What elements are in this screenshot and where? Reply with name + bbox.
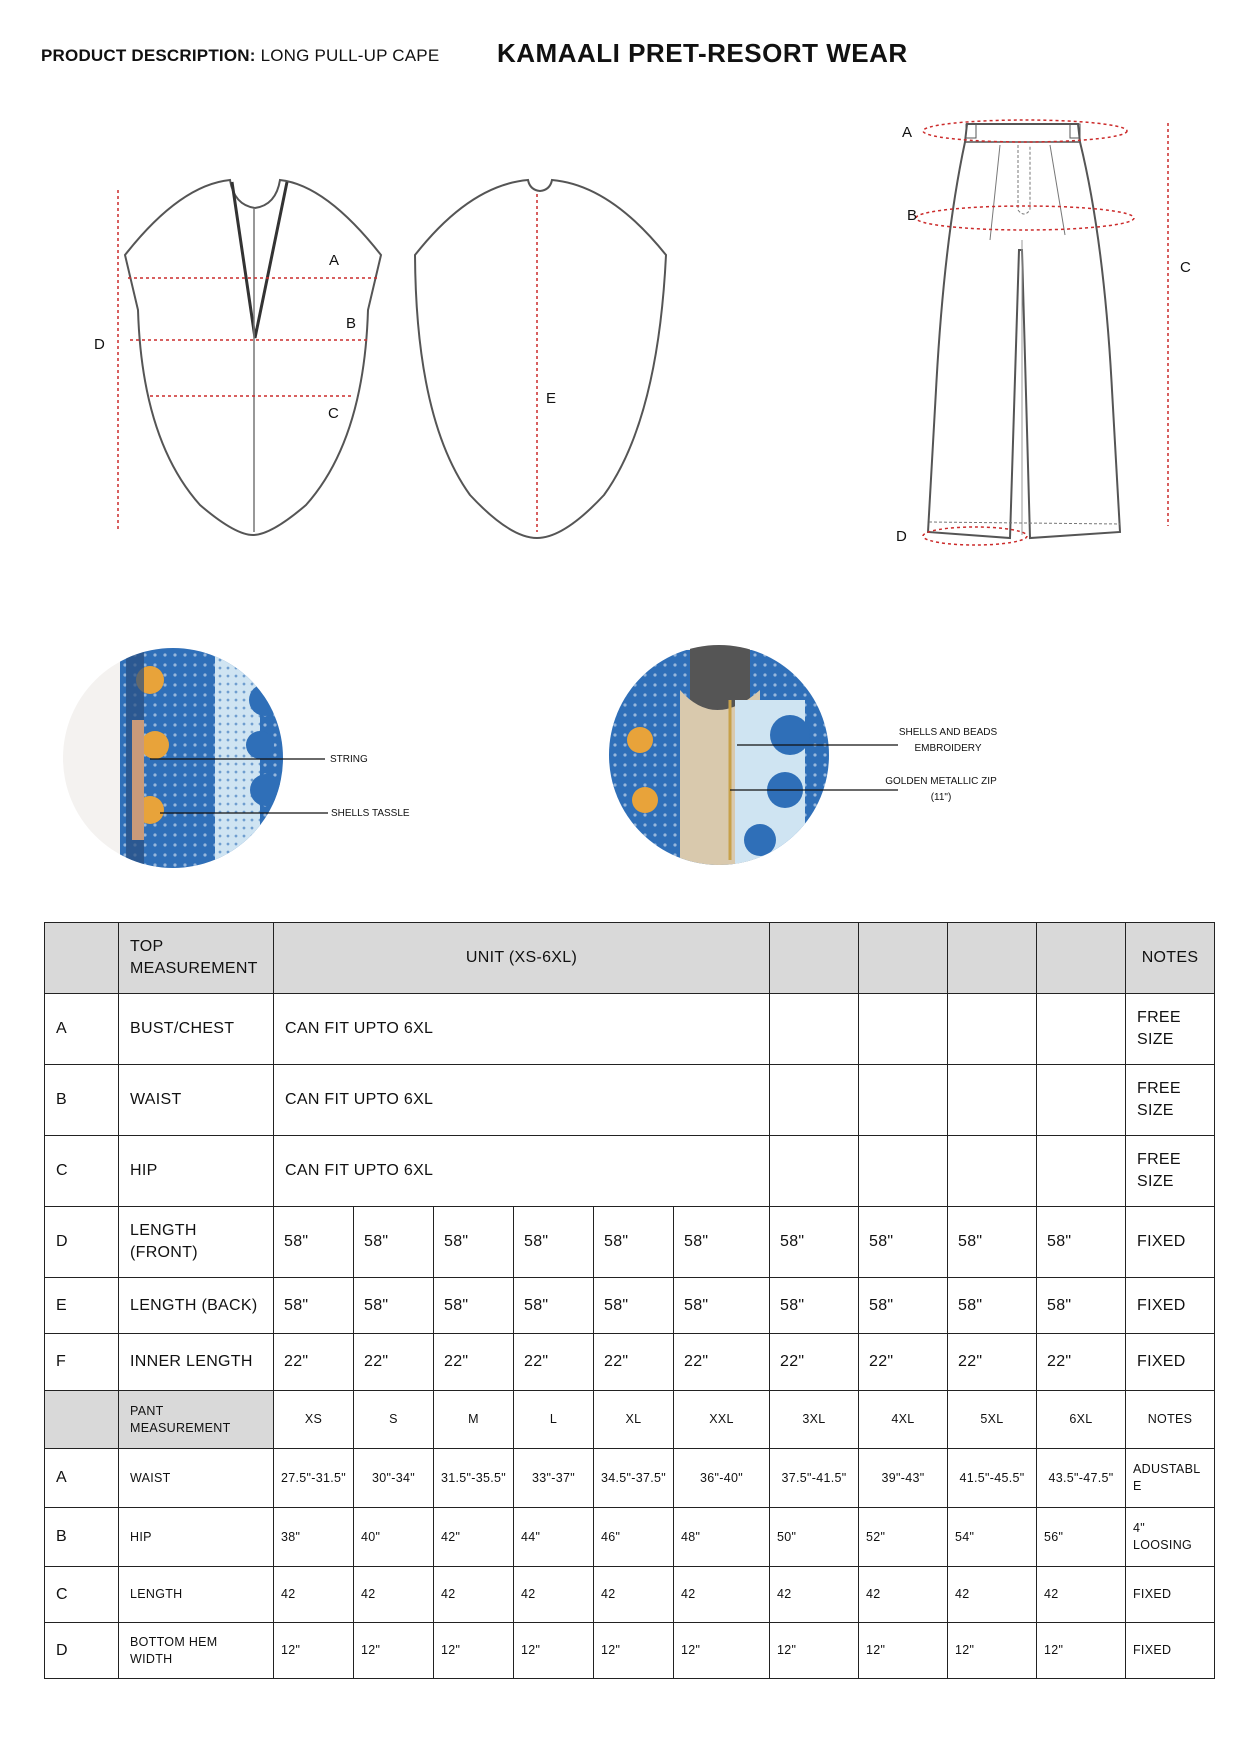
callout-string: STRING (330, 754, 368, 765)
row-value: 58" (1037, 1207, 1126, 1278)
callout-shells-beads: SHELLS AND BEADS (898, 727, 998, 738)
row-notes: FIXED (1126, 1567, 1215, 1623)
row-value: 42 (770, 1567, 859, 1623)
size-header: 5XL (948, 1391, 1037, 1449)
row-notes: FIXED (1126, 1207, 1215, 1278)
pant-label-b: B (907, 207, 918, 224)
table-row (45, 1449, 1215, 1508)
row-value: 43.5"-47.5" (1037, 1449, 1126, 1508)
product-description-label: PRODUCT DESCRIPTION: (41, 46, 256, 65)
size-header: S (354, 1391, 434, 1449)
embroidery-detail-photo (600, 640, 998, 880)
row-value: 42 (514, 1567, 594, 1623)
row-code: D (45, 1623, 119, 1679)
size-header: XS (274, 1391, 354, 1449)
row-code: F (45, 1334, 119, 1391)
row-value: 38" (274, 1508, 354, 1567)
row-measurement: LENGTH (BACK) (119, 1278, 274, 1334)
pant-sketch (896, 120, 1191, 545)
row-value: 22" (770, 1334, 859, 1391)
row-value: 58" (354, 1278, 434, 1334)
row-value: 22" (514, 1334, 594, 1391)
row-code: B (45, 1508, 119, 1567)
row-value: 58" (594, 1278, 674, 1334)
row-value: 58" (1037, 1278, 1126, 1334)
row-measurement: INNER LENGTH (119, 1334, 274, 1391)
back-label-e: E (546, 390, 557, 407)
size-header: M (434, 1391, 514, 1449)
row-notes: ADUSTABLE (1126, 1449, 1215, 1508)
row-value: 58" (274, 1207, 354, 1278)
size-header: L (514, 1391, 594, 1449)
row-value: 37.5"-41.5" (770, 1449, 859, 1508)
row-value: 58" (859, 1278, 948, 1334)
table-row (45, 1623, 1215, 1679)
row-value: 42 (274, 1567, 354, 1623)
row-value: 12" (948, 1623, 1037, 1679)
row-value: 42 (434, 1567, 514, 1623)
row-value: 58" (948, 1278, 1037, 1334)
row-value: 22" (674, 1334, 770, 1391)
row-value: 58" (859, 1207, 948, 1278)
row-value: 46" (594, 1508, 674, 1567)
row-value: 42 (354, 1567, 434, 1623)
row-value: 12" (514, 1623, 594, 1679)
row-value: 42 (1037, 1567, 1126, 1623)
top-header-code (45, 923, 119, 994)
row-value: 39"-43" (859, 1449, 948, 1508)
row-measurement: HIP (119, 1508, 274, 1567)
callout-shells-tassle: SHELLS TASSLE (331, 808, 410, 819)
row-value: 34.5"-37.5" (594, 1449, 674, 1508)
table-row (45, 1136, 1215, 1207)
row-value: 12" (594, 1623, 674, 1679)
row-value: 12" (434, 1623, 514, 1679)
pant-header-notes: NOTES (1126, 1391, 1215, 1449)
pant-label-c: C (1180, 259, 1191, 276)
row-value: 42 (948, 1567, 1037, 1623)
row-value: 30"-34" (354, 1449, 434, 1508)
table-row (45, 1278, 1215, 1334)
row-value: 58" (674, 1207, 770, 1278)
row-code: C (45, 1136, 119, 1207)
size-header: 6XL (1037, 1391, 1126, 1449)
row-notes: FREE SIZE (1126, 994, 1215, 1065)
row-value: 33"-37" (514, 1449, 594, 1508)
row-notes: FIXED (1126, 1623, 1215, 1679)
row-value: CAN FIT UPTO 6XL (274, 1065, 770, 1136)
row-measurement: WAIST (119, 1065, 274, 1136)
front-label-b: B (346, 315, 357, 332)
table-row (45, 1567, 1215, 1623)
row-value: 36"-40" (674, 1449, 770, 1508)
row-value: 58" (674, 1278, 770, 1334)
row-value: 22" (1037, 1334, 1126, 1391)
size-header: XL (594, 1391, 674, 1449)
row-code: A (45, 994, 119, 1065)
row-code: E (45, 1278, 119, 1334)
callout-zip-length: (11") (930, 792, 952, 803)
table-row (45, 1508, 1215, 1567)
row-value: 58" (948, 1207, 1037, 1278)
front-label-c: C (328, 405, 339, 422)
row-notes: FREE SIZE (1126, 1136, 1215, 1207)
pant-label-a: A (902, 124, 913, 141)
row-value: 58" (274, 1278, 354, 1334)
row-value: 12" (1037, 1623, 1126, 1679)
row-value: 58" (434, 1278, 514, 1334)
row-value: 54" (948, 1508, 1037, 1567)
row-value: 41.5"-45.5" (948, 1449, 1037, 1508)
row-value: 22" (859, 1334, 948, 1391)
row-value: 12" (674, 1623, 770, 1679)
row-value: 12" (354, 1623, 434, 1679)
row-value: 12" (859, 1623, 948, 1679)
row-measurement: LENGTH (FRONT) (119, 1207, 274, 1278)
row-value: 12" (770, 1623, 859, 1679)
row-value: CAN FIT UPTO 6XL (274, 994, 770, 1065)
row-value: 58" (354, 1207, 434, 1278)
row-measurement: HIP (119, 1136, 274, 1207)
row-value: 22" (354, 1334, 434, 1391)
row-value: 31.5"-35.5" (434, 1449, 514, 1508)
pant-header-measurement: PANT MEASUREMENT (119, 1391, 274, 1449)
row-value: 42" (434, 1508, 514, 1567)
row-value: 42 (859, 1567, 948, 1623)
row-value: 50" (770, 1508, 859, 1567)
callout-embroidery: EMBROIDERY (914, 743, 982, 754)
row-notes: FIXED (1126, 1278, 1215, 1334)
front-label-d: D (94, 336, 105, 353)
row-value: 22" (948, 1334, 1037, 1391)
row-value: 22" (274, 1334, 354, 1391)
row-value: CAN FIT UPTO 6XL (274, 1136, 770, 1207)
table-row (45, 1065, 1215, 1136)
callout-golden-zip: GOLDEN METALLIC ZIP (885, 776, 997, 787)
size-header: XXL (674, 1391, 770, 1449)
row-value: 58" (770, 1207, 859, 1278)
back-cape-sketch (415, 180, 666, 538)
row-notes: 4" LOOSING (1126, 1508, 1215, 1567)
row-code: D (45, 1207, 119, 1278)
row-value: 40" (354, 1508, 434, 1567)
row-value: 58" (514, 1207, 594, 1278)
brand-title: KAMAALI PRET-RESORT WEAR (497, 38, 908, 68)
row-value: 58" (770, 1278, 859, 1334)
row-code: A (45, 1449, 119, 1508)
top-header-measurement: TOP MEASUREMENT (119, 923, 274, 994)
row-measurement: WAIST (119, 1449, 274, 1508)
row-value: 58" (434, 1207, 514, 1278)
row-value: 56" (1037, 1508, 1126, 1567)
top-header-notes: NOTES (1126, 923, 1215, 994)
table-row (45, 994, 1215, 1065)
row-notes: FIXED (1126, 1334, 1215, 1391)
front-cape-sketch (94, 180, 381, 535)
top-header-row (45, 923, 1215, 994)
row-value: 52" (859, 1508, 948, 1567)
size-header: 3XL (770, 1391, 859, 1449)
measurement-table (44, 922, 1215, 1679)
row-code: B (45, 1065, 119, 1136)
product-name: LONG PULL-UP CAPE (260, 46, 440, 65)
table-row (45, 1207, 1215, 1278)
row-measurement: BUST/CHEST (119, 994, 274, 1065)
row-value: 22" (434, 1334, 514, 1391)
string-detail-photo (63, 640, 410, 880)
pant-label-d: D (896, 528, 907, 545)
top-header-unit: UNIT (XS-6XL) (274, 923, 770, 994)
row-value: 44" (514, 1508, 594, 1567)
row-value: 42 (674, 1567, 770, 1623)
row-value: 12" (274, 1623, 354, 1679)
size-header: 4XL (859, 1391, 948, 1449)
row-value: 42 (594, 1567, 674, 1623)
row-value: 48" (674, 1508, 770, 1567)
row-value: 22" (594, 1334, 674, 1391)
row-value: 58" (594, 1207, 674, 1278)
row-measurement: LENGTH (119, 1567, 274, 1623)
front-label-a: A (329, 252, 340, 269)
row-measurement: BOTTOM HEM WIDTH (119, 1623, 274, 1679)
pant-header-row (45, 1391, 1215, 1449)
row-value: 58" (514, 1278, 594, 1334)
row-notes: FREE SIZE (1126, 1065, 1215, 1136)
table-row (45, 1334, 1215, 1391)
row-value: 27.5"-31.5" (274, 1449, 354, 1508)
row-code: C (45, 1567, 119, 1623)
